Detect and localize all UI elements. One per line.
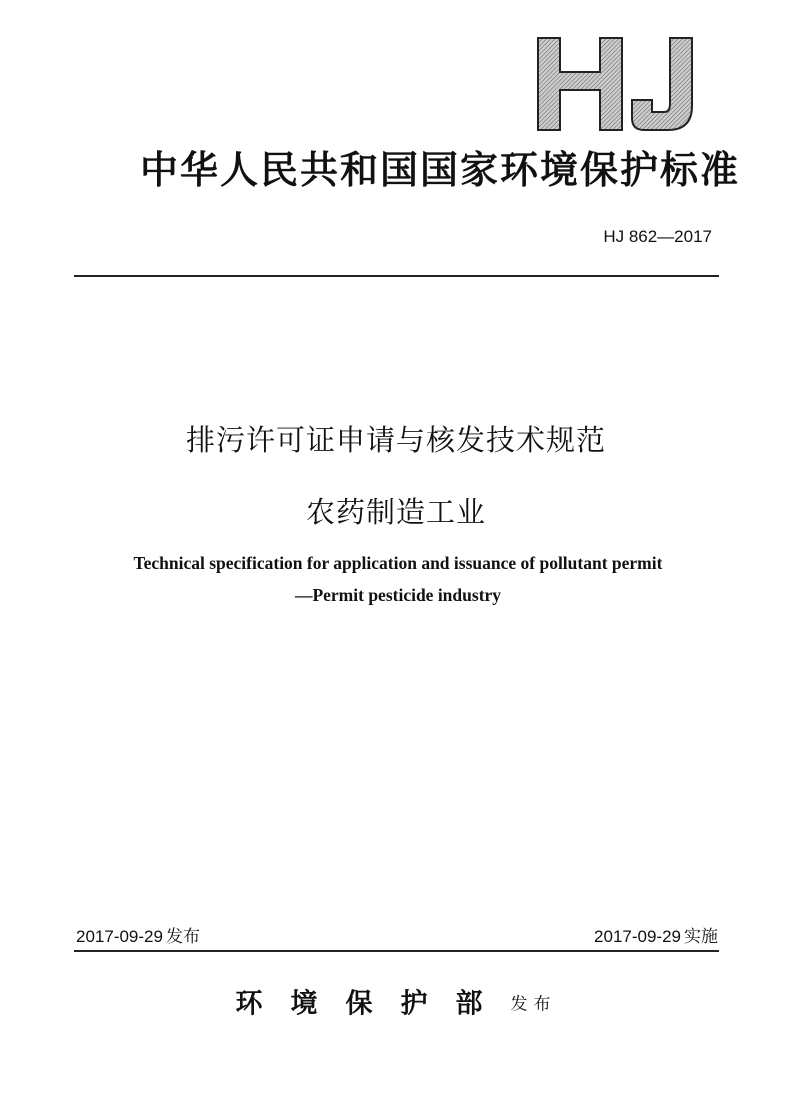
top-divider [74, 275, 719, 277]
standard-title: 中华人民共和国国家环境保护标准 [139, 147, 740, 192]
hj-logo [532, 36, 704, 132]
issuer-line [0, 984, 792, 1025]
issue-date-line [76, 926, 200, 948]
implement-label: 实施 [684, 927, 718, 947]
issuer-name: 环境保护部 [235, 988, 511, 1020]
issue-date: 2017-09-29 [76, 927, 163, 946]
issue-label: 发布 [165, 927, 200, 947]
issuer-suffix: 发布 [510, 994, 557, 1015]
document-subtitle-cn: 农药制造工业 [305, 495, 486, 529]
document-title-en: Technical specification for application and issuance of pollutant permit [133, 553, 663, 573]
implement-date: 2017-09-29 [594, 927, 681, 946]
standard-number: HJ 862—2017 [603, 227, 712, 246]
implement-date-line [594, 926, 718, 948]
document-subtitle-en: —Permit pesticide industry [294, 585, 502, 605]
document-title-cn: 排污许可证申请与核发技术规范 [185, 423, 606, 457]
bottom-divider [74, 950, 719, 952]
